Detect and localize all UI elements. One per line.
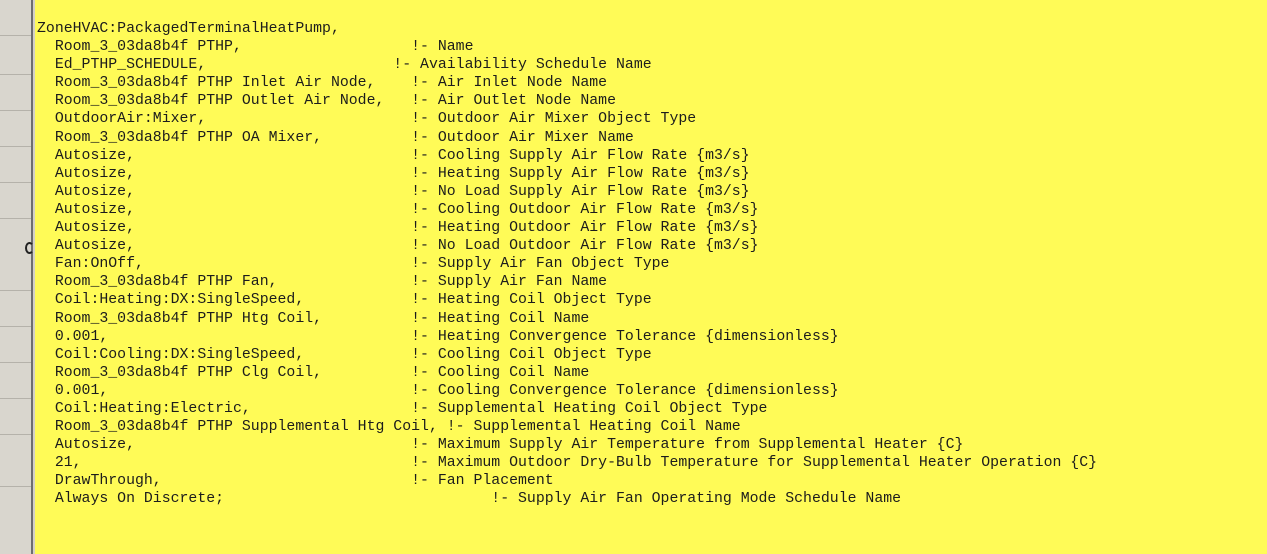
code-line-cooling-coil-type: Coil:Cooling:DX:SingleSpeed, !- Cooling Coil Object Type xyxy=(37,346,652,363)
code-line-fan-operating-schedule: Always On Discrete; !- Supply Air Fan Operating Mode Schedule Name xyxy=(37,491,902,508)
row-gridline xyxy=(0,182,31,183)
row-gridline xyxy=(0,398,31,399)
idf-code-block xyxy=(37,20,1097,509)
code-line-heating-oa-flow: Autosize, !- Heating Outdoor Air Flow Rate {m3/s} xyxy=(37,220,759,237)
row-gridline xyxy=(0,35,31,36)
row-gridline xyxy=(0,218,31,219)
row-gridline xyxy=(0,110,31,111)
code-line-air-outlet-node: Room_3_03da8b4f PTHP Outlet Air Node, !- Air Outlet Node Name xyxy=(37,93,617,110)
code-line-oa-mixer-type: OutdoorAir:Mixer, !- Outdoor Air Mixer Object Type xyxy=(37,111,697,128)
code-line-noload-supply-flow: Autosize, !- No Load Supply Air Flow Rate {m3/s} xyxy=(37,183,750,200)
code-line-max-oa-drybulb: 21, !- Maximum Outdoor Dry-Bulb Temperature for Supplemental Heater Operation {C} xyxy=(37,455,1098,472)
row-gridline xyxy=(0,486,31,487)
code-line-cooling-tolerance: 0.001, !- Cooling Convergence Tolerance {dimensionless} xyxy=(37,382,839,399)
code-line-heating-coil-type: Coil:Heating:DX:SingleSpeed, !- Heating Coil Object Type xyxy=(37,292,652,309)
code-line-supp-coil-name: Room_3_03da8b4f PTHP Supplemental Htg Coil, !- Supplemental Heating Coil Name xyxy=(37,419,741,436)
code-line-heating-supply-flow: Autosize, !- Heating Supply Air Flow Rate {m3/s} xyxy=(37,165,750,182)
code-line-object-header: ZoneHVAC:PackagedTerminalHeatPump, xyxy=(37,21,340,37)
row-gridline xyxy=(0,434,31,435)
idf-object-note[interactable] xyxy=(35,0,1267,554)
code-line-oa-mixer-name: Room_3_03da8b4f PTHP OA Mixer, !- Outdoor Air Mixer Name xyxy=(37,129,634,146)
code-line-cooling-oa-flow: Autosize, !- Cooling Outdoor Air Flow Rate {m3/s} xyxy=(37,201,759,218)
row-gridline xyxy=(0,326,31,327)
code-line-availability-schedule: Ed_PTHP_SCHEDULE, !- Availability Schedule Name xyxy=(37,57,652,74)
code-line-fan-placement: DrawThrough, !- Fan Placement xyxy=(37,473,554,490)
code-line-fan-name: Room_3_03da8b4f PTHP Fan, !- Supply Air Fan Name xyxy=(37,274,608,291)
code-line-max-supply-temp: Autosize, !- Maximum Supply Air Temperature from Supplemental Heater {C} xyxy=(37,437,964,454)
code-line-heating-coil-name: Room_3_03da8b4f PTHP Htg Coil, !- Heating Coil Name xyxy=(37,310,590,327)
row-gridline xyxy=(0,362,31,363)
code-line-supp-coil-type: Coil:Heating:Electric, !- Supplemental Heating Coil Object Type xyxy=(37,400,768,417)
code-line-name: Room_3_03da8b4f PTHP, !- Name xyxy=(37,39,474,56)
code-line-noload-oa-flow: Autosize, !- No Load Outdoor Air Flow Rate {m3/s} xyxy=(37,238,759,255)
partial-glyph-icon xyxy=(25,242,34,254)
code-line-air-inlet-node: Room_3_03da8b4f PTHP Inlet Air Node, !- Air Inlet Node Name xyxy=(37,75,608,92)
row-gridline xyxy=(0,290,31,291)
spreadsheet-row-strip xyxy=(0,0,33,554)
row-gridline xyxy=(0,146,31,147)
row-gridline xyxy=(0,74,31,75)
code-line-cooling-supply-flow: Autosize, !- Cooling Supply Air Flow Rate {m3/s} xyxy=(37,147,750,164)
code-line-cooling-coil-name: Room_3_03da8b4f PTHP Clg Coil, !- Cooling Coil Name xyxy=(37,364,590,381)
code-line-fan-type: Fan:OnOff, !- Supply Air Fan Object Type xyxy=(37,256,670,273)
code-line-heating-tolerance: 0.001, !- Heating Convergence Tolerance {dimensionless} xyxy=(37,328,839,345)
